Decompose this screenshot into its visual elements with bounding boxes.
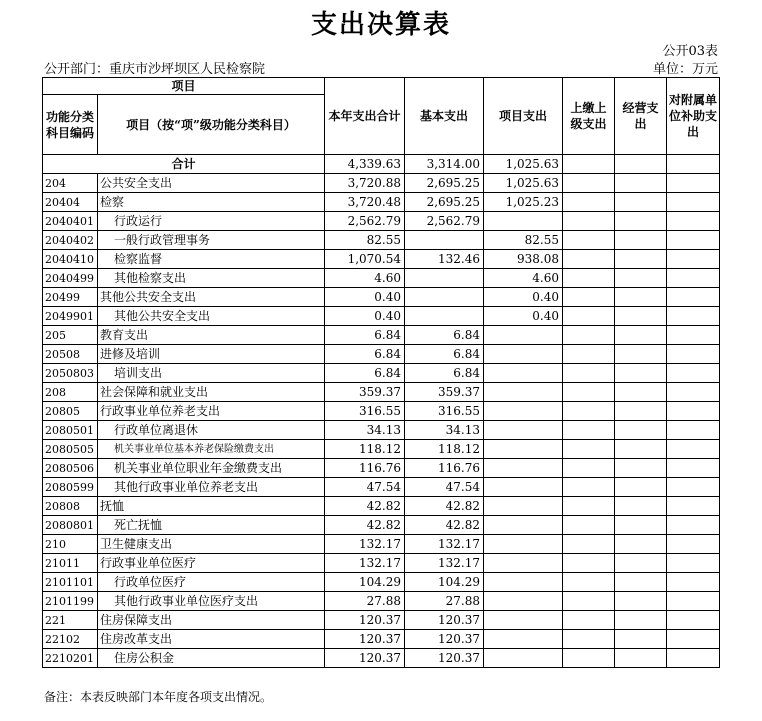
- table-row: [43, 592, 720, 611]
- table-row: [43, 193, 720, 212]
- row-project: [484, 364, 563, 383]
- row-project: [484, 326, 563, 345]
- row-total: 4.60: [325, 269, 405, 288]
- table-row: [43, 364, 720, 383]
- row-business: [615, 516, 667, 535]
- table-row: [43, 611, 720, 630]
- row-subsidy: [667, 193, 720, 212]
- row-total: 359.37: [325, 383, 405, 402]
- row-business: [615, 212, 667, 231]
- row-subsidy: [667, 440, 720, 459]
- row-name: 行政运行: [98, 212, 325, 231]
- row-name: 教育支出: [98, 326, 325, 345]
- row-total: 316.55: [325, 402, 405, 421]
- row-upper: [563, 231, 615, 250]
- table-row: [43, 478, 720, 497]
- table-row: [43, 383, 720, 402]
- row-subsidy: [667, 212, 720, 231]
- row-code: 20404: [43, 193, 98, 212]
- row-code: 22102: [43, 630, 98, 649]
- row-basic: 42.82: [405, 497, 484, 516]
- row-name: 进修及培训: [98, 345, 325, 364]
- row-subsidy: [667, 345, 720, 364]
- row-basic: 27.88: [405, 592, 484, 611]
- row-basic: 132.17: [405, 554, 484, 573]
- row-name: 一般行政管理事务: [98, 231, 325, 250]
- row-subsidy: [667, 554, 720, 573]
- page-title: 支出决算表: [310, 10, 451, 40]
- row-subsidy: [667, 402, 720, 421]
- row-subsidy: [667, 269, 720, 288]
- row-total: 104.29: [325, 573, 405, 592]
- row-total: 3,720.48: [325, 193, 405, 212]
- row-total: 6.84: [325, 326, 405, 345]
- table-row: [43, 174, 720, 193]
- row-name: 其他公共安全支出: [98, 307, 325, 326]
- row-business: [615, 250, 667, 269]
- row-business: [615, 630, 667, 649]
- header-code: 功能分类科目编码: [43, 95, 98, 155]
- row-project: [484, 421, 563, 440]
- row-business: [615, 478, 667, 497]
- row-name: 行政单位离退休: [98, 421, 325, 440]
- row-subsidy: [667, 231, 720, 250]
- table-row: [43, 630, 720, 649]
- table-row: [43, 326, 720, 345]
- row-basic: 316.55: [405, 402, 484, 421]
- row-total: 47.54: [325, 478, 405, 497]
- table-row: [43, 554, 720, 573]
- row-business: [615, 592, 667, 611]
- row-upper: [563, 573, 615, 592]
- row-upper: [563, 535, 615, 554]
- row-total: 42.82: [325, 497, 405, 516]
- row-business: [615, 307, 667, 326]
- row-name: 行政事业单位医疗: [98, 554, 325, 573]
- row-total: 6.84: [325, 345, 405, 364]
- row-project: [484, 402, 563, 421]
- row-basic: 6.84: [405, 345, 484, 364]
- row-project: [484, 554, 563, 573]
- row-code: 2080801: [43, 516, 98, 535]
- row-total: 1,070.54: [325, 250, 405, 269]
- header-project-expenditure: 项目支出: [484, 78, 563, 155]
- row-project: [484, 535, 563, 554]
- table-row: [43, 573, 720, 592]
- total-upper: [563, 155, 615, 174]
- header-upper: 上缴上级支出: [563, 78, 615, 155]
- row-code: 20499: [43, 288, 98, 307]
- row-name: 社会保障和就业支出: [98, 383, 325, 402]
- row-total: 116.76: [325, 459, 405, 478]
- row-code: 210: [43, 535, 98, 554]
- row-total: 118.12: [325, 440, 405, 459]
- row-total: 27.88: [325, 592, 405, 611]
- row-subsidy: [667, 288, 720, 307]
- row-project: [484, 383, 563, 402]
- row-basic: 2,695.25: [405, 193, 484, 212]
- header-name: 项目（按“项”级功能分类科目）: [98, 95, 325, 155]
- row-upper: [563, 516, 615, 535]
- row-name: 抚恤: [98, 497, 325, 516]
- row-total: 0.40: [325, 307, 405, 326]
- row-subsidy: [667, 516, 720, 535]
- row-upper: [563, 288, 615, 307]
- row-project: [484, 212, 563, 231]
- row-business: [615, 573, 667, 592]
- unit-label: 单位：万元: [652, 62, 718, 77]
- row-total: 0.40: [325, 288, 405, 307]
- total-amount: 4,339.63: [325, 155, 405, 174]
- row-business: [615, 174, 667, 193]
- row-name: 住房保障支出: [98, 611, 325, 630]
- row-name: 其他行政事业单位医疗支出: [98, 592, 325, 611]
- row-basic: 359.37: [405, 383, 484, 402]
- row-business: [615, 535, 667, 554]
- row-upper: [563, 649, 615, 668]
- row-basic: 47.54: [405, 478, 484, 497]
- row-name: 其他行政事业单位养老支出: [98, 478, 325, 497]
- row-total: 2,562.79: [325, 212, 405, 231]
- total-label: 合计: [43, 155, 325, 174]
- row-subsidy: [667, 364, 720, 383]
- row-upper: [563, 307, 615, 326]
- row-project: [484, 611, 563, 630]
- row-business: [615, 611, 667, 630]
- table-row: [43, 402, 720, 421]
- row-subsidy: [667, 573, 720, 592]
- row-name: 检察监督: [98, 250, 325, 269]
- row-subsidy: [667, 592, 720, 611]
- row-business: [615, 288, 667, 307]
- row-basic: 132.17: [405, 535, 484, 554]
- row-name: 住房改革支出: [98, 630, 325, 649]
- row-project: [484, 478, 563, 497]
- table-row: [43, 440, 720, 459]
- row-business: [615, 554, 667, 573]
- row-basic: [405, 307, 484, 326]
- row-name: 其他检察支出: [98, 269, 325, 288]
- row-project: 1,025.23: [484, 193, 563, 212]
- row-total: 6.84: [325, 364, 405, 383]
- row-code: 2210201: [43, 649, 98, 668]
- row-total: 132.17: [325, 554, 405, 573]
- footnote: 备注：本表反映部门本年度各项支出情况。: [44, 690, 273, 704]
- row-basic: 2,695.25: [405, 174, 484, 193]
- row-project: 938.08: [484, 250, 563, 269]
- row-business: [615, 421, 667, 440]
- row-name: 机关事业单位职业年金缴费支出: [98, 459, 325, 478]
- row-business: [615, 402, 667, 421]
- row-project: 1,025.63: [484, 174, 563, 193]
- row-upper: [563, 174, 615, 193]
- row-upper: [563, 345, 615, 364]
- row-total: 132.17: [325, 535, 405, 554]
- row-code: 2040402: [43, 231, 98, 250]
- row-total: 120.37: [325, 630, 405, 649]
- row-basic: [405, 269, 484, 288]
- table-row: [43, 250, 720, 269]
- row-project: [484, 459, 563, 478]
- header-business: 经营支出: [615, 78, 667, 155]
- table-row: [43, 269, 720, 288]
- row-subsidy: [667, 630, 720, 649]
- row-upper: [563, 326, 615, 345]
- row-subsidy: [667, 326, 720, 345]
- row-project: [484, 649, 563, 668]
- row-project: [484, 592, 563, 611]
- row-subsidy: [667, 421, 720, 440]
- row-business: [615, 364, 667, 383]
- row-subsidy: [667, 174, 720, 193]
- row-business: [615, 649, 667, 668]
- header-total: 本年支出合计: [325, 78, 405, 155]
- row-business: [615, 193, 667, 212]
- row-basic: 120.37: [405, 611, 484, 630]
- row-code: 2080501: [43, 421, 98, 440]
- row-project: [484, 573, 563, 592]
- row-name: 住房公积金: [98, 649, 325, 668]
- row-code: 2040410: [43, 250, 98, 269]
- row-name: 培训支出: [98, 364, 325, 383]
- row-upper: [563, 383, 615, 402]
- table-row: [43, 212, 720, 231]
- total-project: 1,025.63: [484, 155, 563, 174]
- row-name: 检察: [98, 193, 325, 212]
- row-subsidy: [667, 307, 720, 326]
- row-upper: [563, 478, 615, 497]
- row-subsidy: [667, 497, 720, 516]
- row-total: 34.13: [325, 421, 405, 440]
- row-subsidy: [667, 383, 720, 402]
- form-number: 公开03表: [662, 44, 718, 59]
- total-subsidy: [667, 155, 720, 174]
- row-code: 208: [43, 383, 98, 402]
- row-subsidy: [667, 535, 720, 554]
- row-code: 21011: [43, 554, 98, 573]
- row-name: 死亡抚恤: [98, 516, 325, 535]
- row-code: 2080506: [43, 459, 98, 478]
- row-upper: [563, 592, 615, 611]
- row-code: 20808: [43, 497, 98, 516]
- row-basic: 34.13: [405, 421, 484, 440]
- row-upper: [563, 250, 615, 269]
- table-row: [43, 307, 720, 326]
- row-basic: 120.37: [405, 649, 484, 668]
- header-project: 项目: [43, 78, 325, 95]
- row-code: 205: [43, 326, 98, 345]
- row-project: [484, 630, 563, 649]
- row-code: 2101199: [43, 592, 98, 611]
- row-basic: 42.82: [405, 516, 484, 535]
- row-basic: 120.37: [405, 630, 484, 649]
- row-business: [615, 497, 667, 516]
- row-code: 2050803: [43, 364, 98, 383]
- table-row: [43, 345, 720, 364]
- row-name: 公共安全支出: [98, 174, 325, 193]
- row-basic: [405, 288, 484, 307]
- total-business: [615, 155, 667, 174]
- row-project: 82.55: [484, 231, 563, 250]
- row-code: 2101101: [43, 573, 98, 592]
- row-upper: [563, 630, 615, 649]
- row-upper: [563, 459, 615, 478]
- row-code: 204: [43, 174, 98, 193]
- row-project: 4.60: [484, 269, 563, 288]
- row-upper: [563, 421, 615, 440]
- row-upper: [563, 440, 615, 459]
- row-business: [615, 459, 667, 478]
- expenditure-table: [42, 77, 720, 668]
- row-total: 120.37: [325, 649, 405, 668]
- row-project: [484, 497, 563, 516]
- row-project: 0.40: [484, 288, 563, 307]
- row-business: [615, 383, 667, 402]
- table-row: [43, 535, 720, 554]
- header-basic: 基本支出: [405, 78, 484, 155]
- row-basic: 104.29: [405, 573, 484, 592]
- table-row: [43, 497, 720, 516]
- row-basic: 116.76: [405, 459, 484, 478]
- row-subsidy: [667, 478, 720, 497]
- table-row: [43, 649, 720, 668]
- row-upper: [563, 497, 615, 516]
- row-basic: 6.84: [405, 326, 484, 345]
- row-subsidy: [667, 649, 720, 668]
- row-total: 120.37: [325, 611, 405, 630]
- row-total: 42.82: [325, 516, 405, 535]
- row-basic: 132.46: [405, 250, 484, 269]
- row-code: 2049901: [43, 307, 98, 326]
- row-name: 卫生健康支出: [98, 535, 325, 554]
- table-row: [43, 231, 720, 250]
- row-subsidy: [667, 250, 720, 269]
- row-business: [615, 326, 667, 345]
- row-upper: [563, 364, 615, 383]
- row-total: 3,720.88: [325, 174, 405, 193]
- row-project: [484, 345, 563, 364]
- row-business: [615, 345, 667, 364]
- table-row: [43, 288, 720, 307]
- row-basic: 6.84: [405, 364, 484, 383]
- row-upper: [563, 193, 615, 212]
- row-upper: [563, 402, 615, 421]
- row-upper: [563, 554, 615, 573]
- row-subsidy: [667, 611, 720, 630]
- total-basic: 3,314.00: [405, 155, 484, 174]
- total-row: [43, 155, 720, 174]
- table-row: [43, 459, 720, 478]
- row-upper: [563, 212, 615, 231]
- row-code: 2040499: [43, 269, 98, 288]
- row-code: 221: [43, 611, 98, 630]
- row-upper: [563, 269, 615, 288]
- header-subsidy: 对附属单位补助支出: [667, 78, 720, 155]
- table-row: [43, 421, 720, 440]
- row-name: 行政事业单位养老支出: [98, 402, 325, 421]
- row-code: 2080599: [43, 478, 98, 497]
- row-code: 20508: [43, 345, 98, 364]
- row-project: 0.40: [484, 307, 563, 326]
- row-basic: [405, 231, 484, 250]
- row-upper: [563, 611, 615, 630]
- row-subsidy: [667, 459, 720, 478]
- row-business: [615, 440, 667, 459]
- row-name: 其他公共安全支出: [98, 288, 325, 307]
- row-code: 2040401: [43, 212, 98, 231]
- department-label: 公开部门：重庆市沙坪坝区人民检察院: [44, 62, 266, 77]
- row-code: 2080505: [43, 440, 98, 459]
- row-name: 机关事业单位基本养老保险缴费支出: [98, 440, 325, 459]
- table-row: [43, 516, 720, 535]
- row-basic: 118.12: [405, 440, 484, 459]
- row-project: [484, 516, 563, 535]
- row-name: 行政单位医疗: [98, 573, 325, 592]
- row-basic: 2,562.79: [405, 212, 484, 231]
- row-total: 82.55: [325, 231, 405, 250]
- row-business: [615, 269, 667, 288]
- row-code: 20805: [43, 402, 98, 421]
- row-business: [615, 231, 667, 250]
- row-project: [484, 440, 563, 459]
